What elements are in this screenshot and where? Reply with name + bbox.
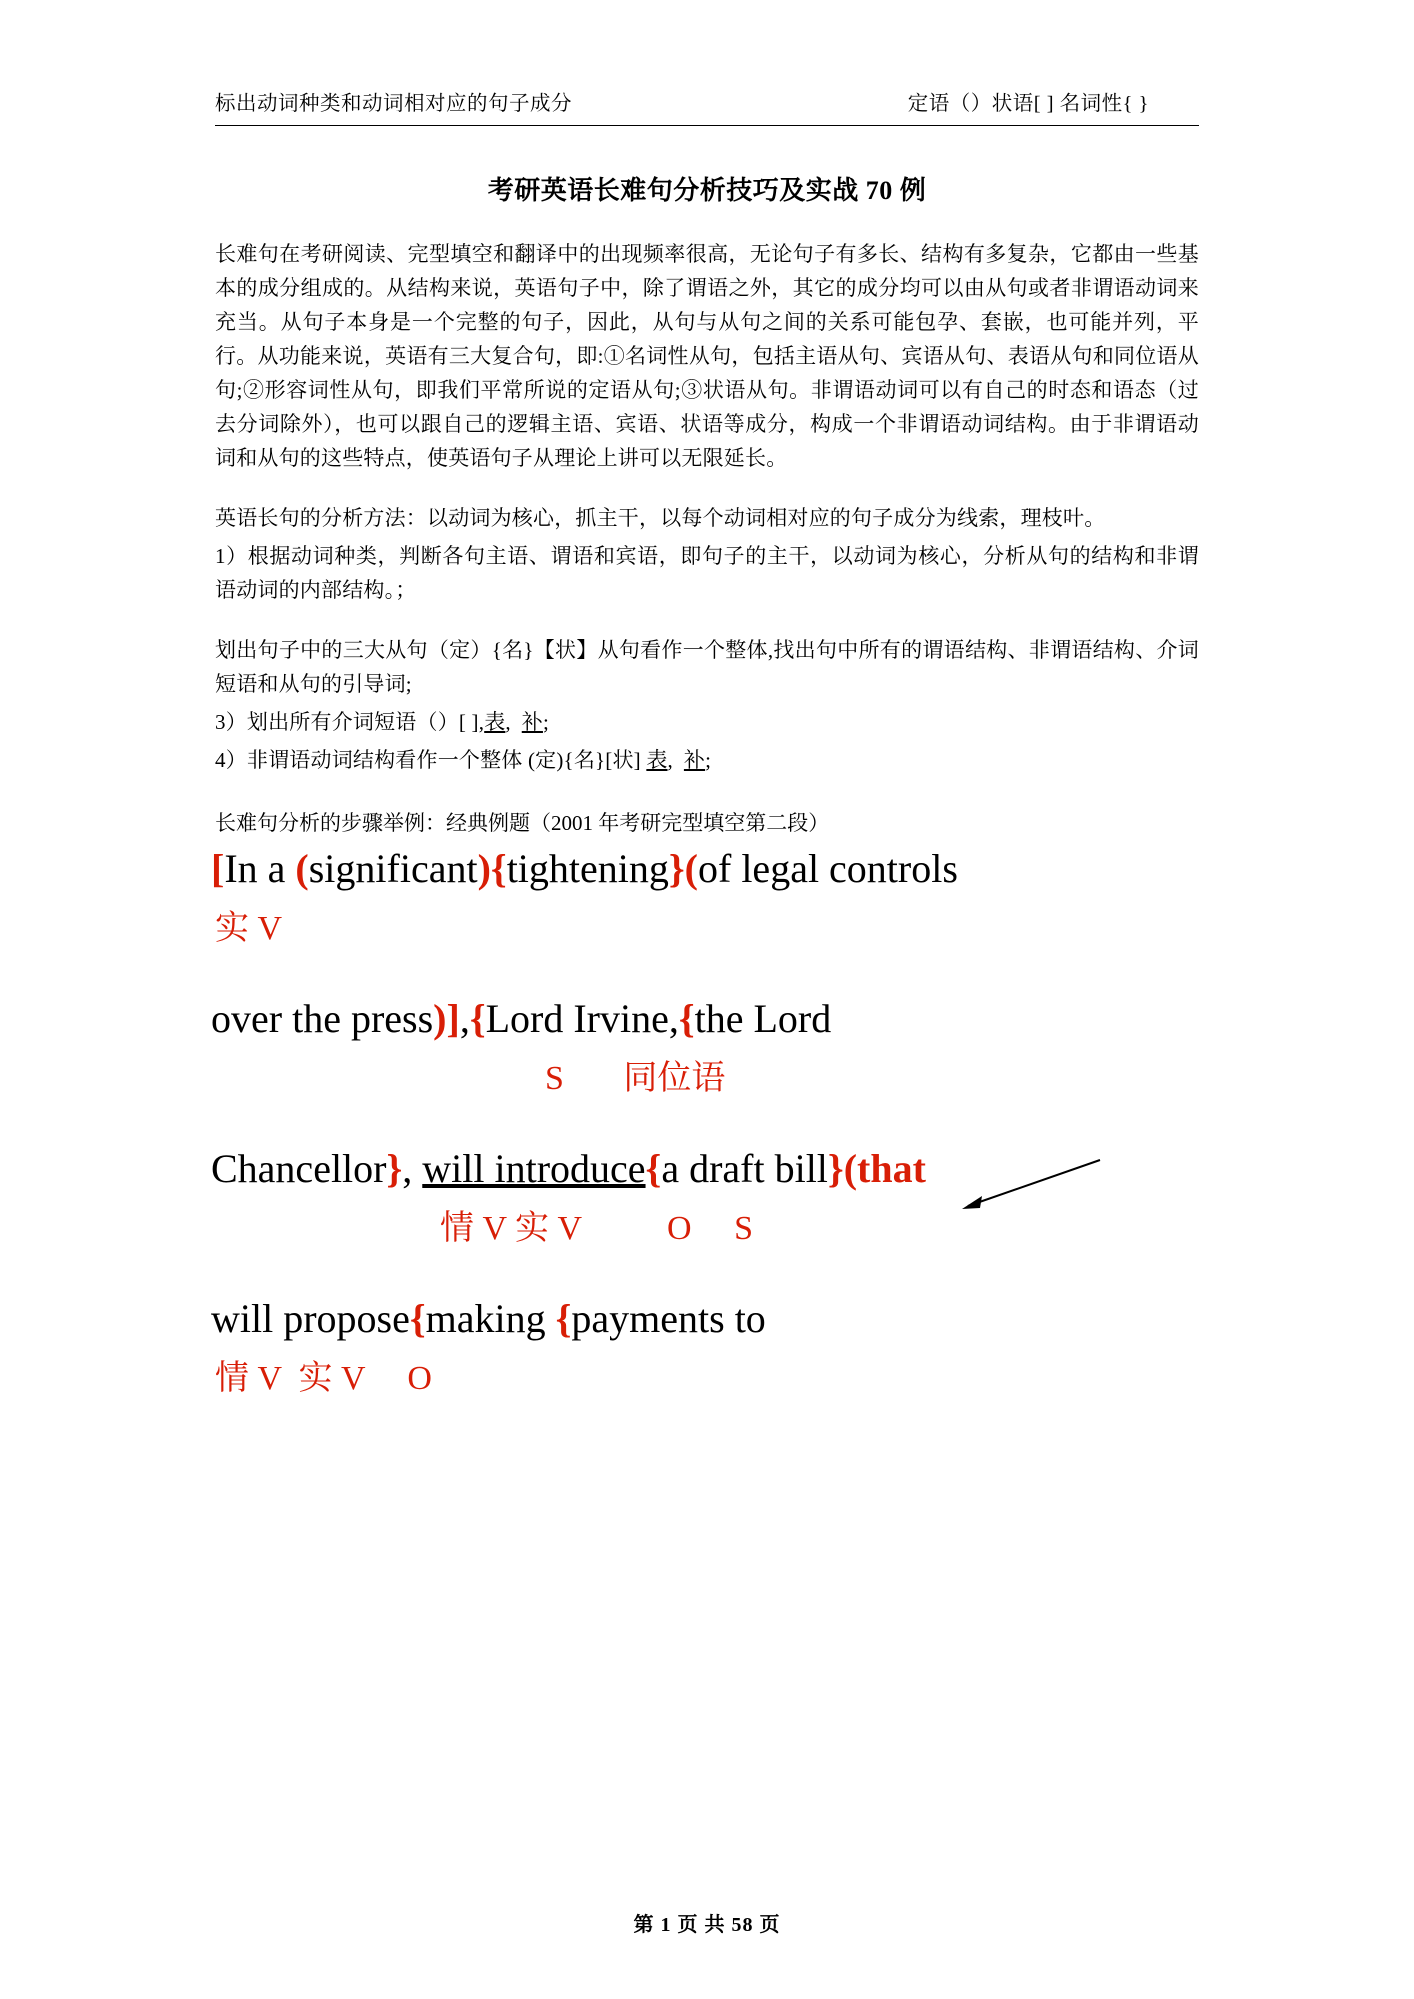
line2-text-c: the Lord <box>694 996 832 1042</box>
line1-text-b: significant <box>308 846 478 892</box>
header-left-text: 标出动词种类和动词相对应的句子成分 <box>215 93 572 115</box>
line4-text-b: making <box>425 1296 556 1342</box>
line1-bracket-open: [ <box>211 846 225 892</box>
analysis-line-1 <box>211 846 1199 892</box>
line2-bracket-close: ] <box>446 996 460 1042</box>
step4-mid: , <box>667 747 673 772</box>
analysis-line-2 <box>211 996 1199 1042</box>
paragraph-intro: 长难句在考研阅读、完型填空和翻译中的出现频率很高，无论句子有多长、结构有多复杂，它都由一些基本的成分组成的。从结构来说，英语句子中，除了谓语之外，其它的成分均可以由从句或者非谓语动词来充当。从句子本身是一个完整的句子，因此，从句与从句之间的关系可能包孕、套嵌，也可能并列，平行。从功能来说，英语有三大复合句，即:①名词性从句，包括主语从句、宾语从句、表语从句和同位语从句;②形容词性从句，即我们平常所说的定语从句;③状语从句。非谓语动词可以有自己的时态和语态（过去分词除外），也可以跟自己的逻辑主语、宾语、状语等成分，构成一个非谓语动词结构。由于非谓语动词和从句的这些特点，使英语句子从理论上讲可以无限延长。 <box>215 241 1199 470</box>
paragraph-method: 英语长句的分析方法：以动词为核心，抓主干，以每个动词相对应的句子成分为线索，理枝叶。 <box>215 505 1106 530</box>
paragraph-step2: 划出句子中的三大从句（定）{名}【状】从句看作一个整体,找出句中所有的谓语结构、非谓语结构、介词短语和从句的引导词; <box>215 637 1199 696</box>
analysis-marks-3 <box>440 1210 1199 1266</box>
line2-brace-open-2: { <box>678 996 695 1042</box>
line1-text-a: In a <box>224 846 296 892</box>
line1-paren-open: ( <box>295 846 309 892</box>
line2-brace-open: { <box>469 996 486 1042</box>
step3-underline-1: 表 <box>484 709 506 734</box>
line3-text-a: Chancellor <box>211 1146 387 1192</box>
marks2-subject: S <box>545 1060 564 1098</box>
line2-text-a: over the press <box>211 996 434 1042</box>
step3-underline-2: 补 <box>521 709 543 734</box>
line3-brace-close-2: } <box>827 1146 844 1192</box>
sentence-analysis <box>211 846 1199 1416</box>
line3-paren-open: ( <box>843 1146 858 1192</box>
line1-brace-open: { <box>490 846 507 892</box>
line2-text-b: Lord Irvine, <box>485 996 679 1042</box>
step4-underline-2: 补 <box>683 747 706 772</box>
line4-brace-open: { <box>409 1296 426 1342</box>
step4-underline-1: 表 <box>646 747 668 772</box>
line4-text-c: payments to <box>571 1296 766 1342</box>
line1-text-c: tightening <box>506 846 669 892</box>
line1-paren-close: ) <box>477 846 491 892</box>
line3-brace-open: { <box>645 1146 662 1192</box>
marks3-verbs: 情 V 实 V <box>440 1210 582 1248</box>
line4-brace-open-2: { <box>555 1296 572 1342</box>
line4-text-a: will propose <box>211 1296 410 1342</box>
line3-predicate: will introduce <box>422 1146 646 1192</box>
analysis-marks-1: 实 V <box>215 910 283 948</box>
step3-suffix: ; <box>542 709 549 734</box>
marks3-object: O <box>667 1210 692 1248</box>
header-right-text: 定语（）状语[ ] 名词性{ } <box>907 93 1149 115</box>
analysis-marks-4: 情 V 实 V O <box>215 1360 432 1398</box>
line3-comma: , <box>402 1146 423 1192</box>
paragraph-step1: 1）根据动词种类，判断各句主语、谓语和宾语，即句子的主干，以动词为核心，分析从句的结构和非谓语动词的内部结构。； <box>215 543 1199 602</box>
step4-suffix: ; <box>705 747 712 772</box>
reference-arrow-icon <box>950 1154 1110 1214</box>
paragraph-step4 <box>215 743 1199 777</box>
step3-prefix: 3）划出所有介词短语（）[ ], <box>215 709 485 734</box>
line2-comma: , <box>459 996 470 1042</box>
page-header <box>215 0 1199 126</box>
marks2-appositive: 同位语 <box>623 1060 726 1098</box>
page-title: 考研英语长难句分析技巧及实战 70 例 <box>487 175 927 205</box>
analysis-line-4 <box>211 1296 1199 1342</box>
line3-object: a draft bill <box>661 1146 828 1192</box>
line1-paren-open-2: ( <box>684 846 698 892</box>
line3-brace-close: } <box>386 1146 403 1192</box>
line3-that: that <box>857 1146 926 1192</box>
step3-mid: , <box>505 709 511 734</box>
paragraph-step3 <box>215 705 1199 739</box>
marks3-subject: S <box>734 1210 753 1248</box>
page-footer: 第 1 页 共 58 页 <box>633 1914 781 1936</box>
example-label: 长难句分析的步骤举例：经典例题（2001 年考研完型填空第二段） <box>215 810 830 835</box>
line1-text-d: of legal controls <box>698 846 958 892</box>
analysis-marks-2 <box>545 1060 1199 1116</box>
line1-brace-close: } <box>668 846 685 892</box>
step4-prefix: 4）非谓语动词结构看作一个整体 (定){名}[状] <box>215 747 641 772</box>
line2-paren-close: ) <box>433 996 447 1042</box>
